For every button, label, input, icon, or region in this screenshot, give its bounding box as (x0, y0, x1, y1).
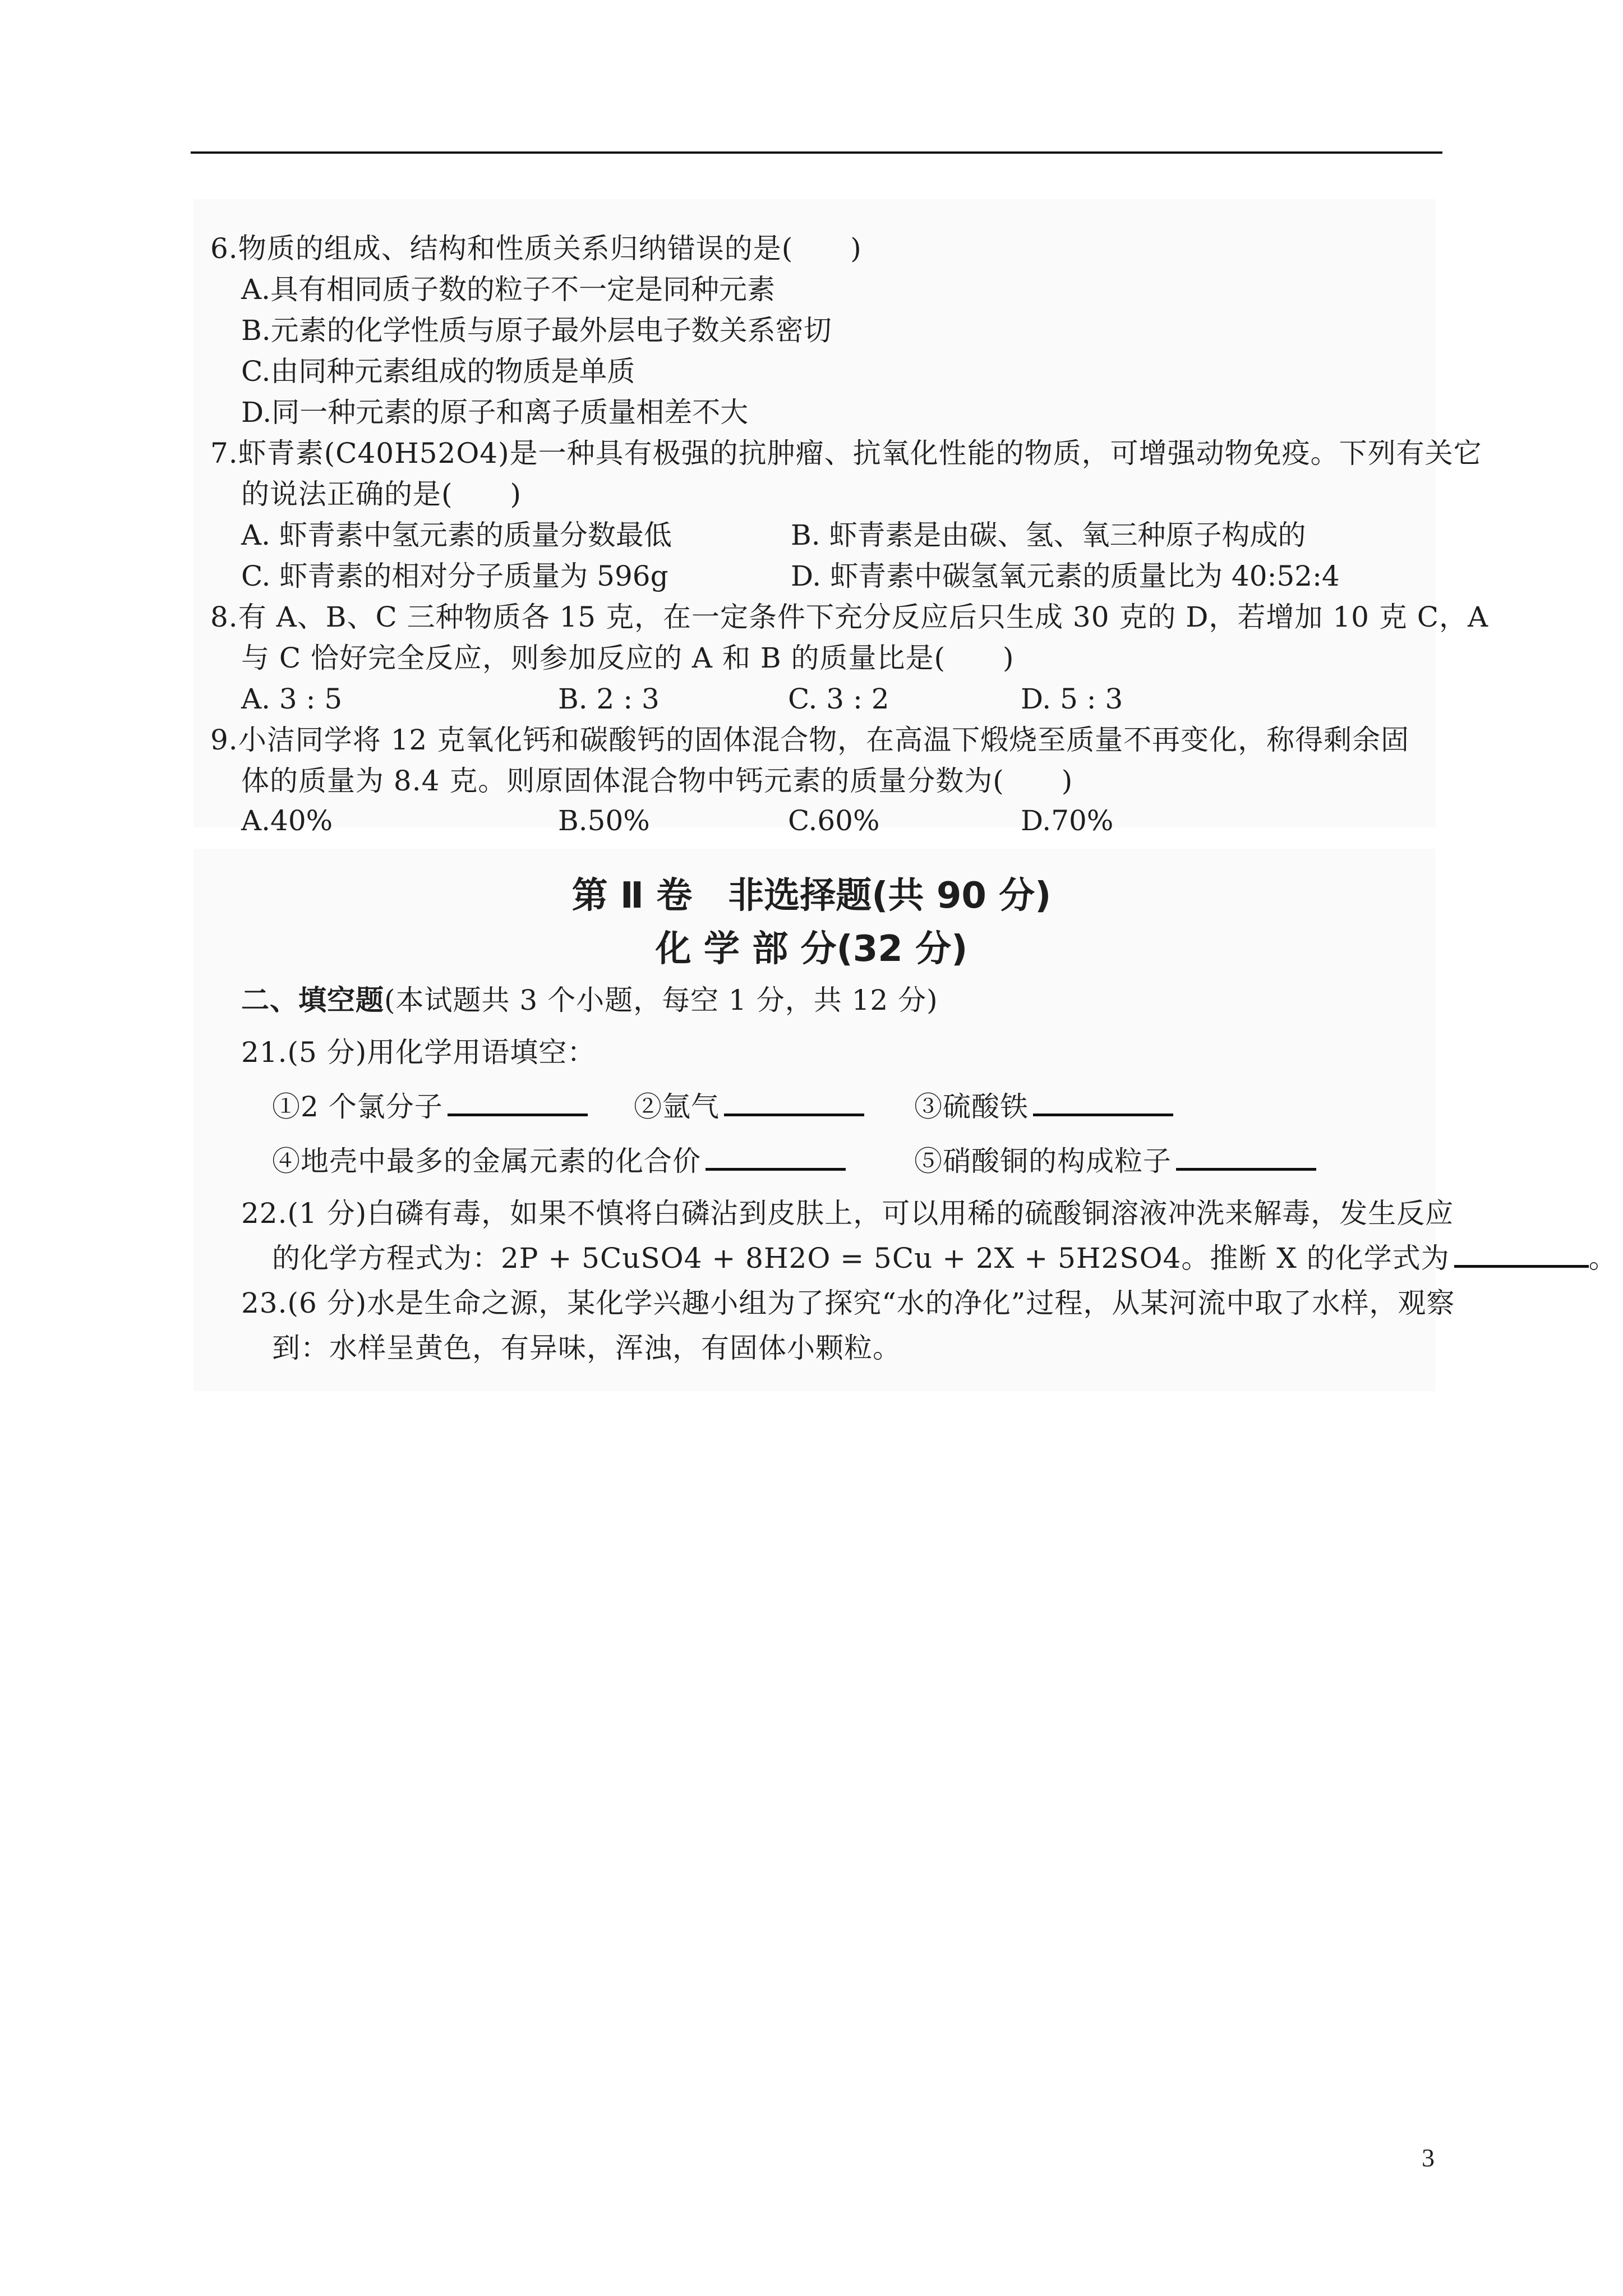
section-note: (本试题共 3 个小题，每空 1 分，共 12 分) (384, 984, 938, 1016)
q21-item-5-label: ⑤硝酸铜的构成粒子 (914, 1145, 1172, 1177)
q7-option-b: B. 虾青素是由碳、氢、氧三种原子构成的 (791, 519, 1306, 551)
q21-item-1-label: ①2 个氯分子 (272, 1091, 443, 1123)
question-22-line1: 22.(1 分)白磷有毒，如果不慎将白磷沾到皮肤上，可以用稀的硫酸铜溶液冲洗来解毒，发生反应 (241, 1197, 1454, 1230)
fill-blank-section-title (241, 979, 938, 1022)
q6-option-d: D.同一种元素的原子和离子质量相差不大 (241, 396, 749, 429)
q21-item-3 (914, 1085, 1173, 1128)
q21-item-3-label: ③硫酸铁 (914, 1091, 1029, 1123)
q21-item-4 (272, 1140, 846, 1182)
q22-equation-text: 的化学方程式为：2P + 5CuSO4 + 8H2O = 5Cu + 2X + 5H2SO4。推断 X 的化学式为 (272, 1242, 1450, 1274)
question-9-stem-line2: 体的质量为 8.4 克。则原固体混合物中钙元素的质量分数为( ) (241, 765, 1073, 797)
page-number: 3 (1422, 2143, 1435, 2172)
section-title-bold: 二、填空题 (241, 984, 384, 1016)
q7-option-a: A. 虾青素中氢元素的质量分数最低 (241, 519, 672, 551)
question-9-stem-line1: 9.小洁同学将 12 克氧化钙和碳酸钙的固体混合物，在高温下煅烧至质量不再变化，称得剩余固 (210, 724, 1410, 756)
q8-option-b: B. 2 : 3 (558, 683, 660, 715)
q6-option-a: A.具有相同质子数的粒子不一定是同种元素 (241, 273, 776, 306)
q9-option-a: A.40% (241, 804, 333, 837)
answer-blank[interactable] (448, 1091, 588, 1116)
q8-option-c: C. 3 : 2 (788, 683, 889, 715)
q9-option-b: B.50% (558, 804, 650, 837)
part-2-heading: 第 Ⅱ 卷 非选择题(共 90 分) (571, 875, 1052, 917)
header-rule (191, 151, 1442, 154)
question-6-stem: 6.物质的组成、结构和性质关系归纳错误的是( ) (210, 232, 862, 265)
question-21-stem: 21.(5 分)用化学用语填空： (241, 1036, 596, 1069)
q7-option-c: C. 虾青素的相对分子质量为 596g (241, 560, 668, 592)
question-22-line2 (272, 1237, 1617, 1280)
question-23-line1: 23.(6 分)水是生命之源，某化学兴趣小组为了探究“水的净化”过程，从某河流中取了水样，观察 (241, 1287, 1455, 1319)
answer-blank[interactable] (724, 1091, 864, 1116)
q21-item-4-label: ④地壳中最多的金属元素的化合价 (272, 1145, 701, 1177)
chemistry-section-heading: 化 学 部 分(32 分) (655, 928, 968, 970)
q9-option-c: C.60% (788, 804, 880, 837)
q6-option-c: C.由同种元素组成的物质是单质 (241, 355, 635, 388)
question-23-line2: 到：水样呈黄色，有异味，浑浊，有固体小颗粒。 (272, 1332, 901, 1364)
q22-end-mark: 。 (1588, 1242, 1617, 1274)
answer-blank[interactable] (1176, 1145, 1316, 1171)
q21-item-1 (272, 1085, 588, 1128)
q8-option-d: D. 5 : 3 (1021, 683, 1123, 715)
answer-blank[interactable] (1454, 1243, 1589, 1268)
q21-item-2-label: ②氩气 (634, 1091, 720, 1123)
q8-option-a: A. 3 : 5 (241, 683, 343, 715)
q21-item-5 (914, 1140, 1316, 1182)
q6-option-b: B.元素的化学性质与原子最外层电子数关系密切 (241, 314, 832, 347)
question-7-stem-line1: 7.虾青素(C40H52O4)是一种具有极强的抗肿瘤、抗氧化性能的物质，可增强动物免疫。下列有关它 (210, 437, 1482, 470)
q21-item-2 (634, 1085, 864, 1128)
q7-option-d: D. 虾青素中碳氢氧元素的质量比为 40:52:4 (791, 560, 1340, 592)
answer-blank[interactable] (706, 1145, 846, 1171)
answer-blank[interactable] (1033, 1091, 1173, 1116)
question-7-stem-line2: 的说法正确的是( ) (241, 478, 522, 510)
question-8-stem-line2: 与 C 恰好完全反应，则参加反应的 A 和 B 的质量比是( ) (241, 642, 1015, 674)
question-8-stem-line1: 8.有 A、B、C 三种物质各 15 克，在一定条件下充分反应后只生成 30 克的 D，若增加 10 克 C，A (210, 601, 1489, 633)
q9-option-d: D.70% (1021, 804, 1114, 837)
